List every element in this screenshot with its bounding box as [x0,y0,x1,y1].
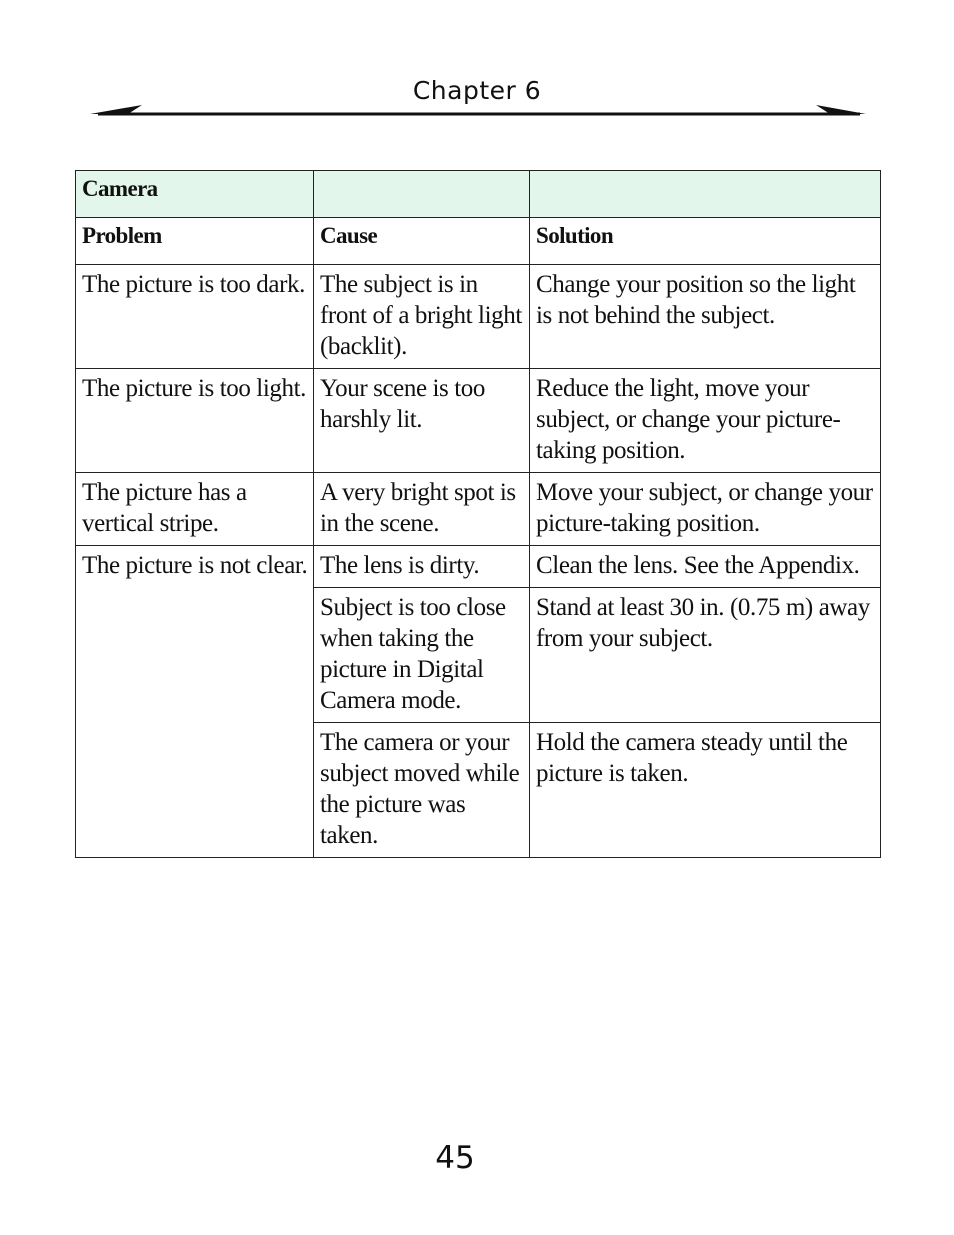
section-row [76,171,881,218]
table-row [76,369,881,473]
cause-cell: Your scene is too harshly lit. [314,369,530,473]
column-header-problem: Problem [76,218,314,265]
section-empty-cell [314,171,530,218]
cause-cell: The lens is dirty. [314,546,530,588]
solution-cell: Change your position so the light is not behind the subject. [530,265,881,369]
cause-cell: Subject is too close when taking the picture in Digital Camera mode. [314,588,530,723]
chapter-title: Chapter 6 [412,76,542,105]
column-header-cause: Cause [314,218,530,265]
solution-cell: Move your subject, or change your picture-taking position. [530,473,881,546]
problem-cell: The picture has a vertical stripe. [76,473,314,546]
solution-cell: Stand at least 30 in. (0.75 m) away from your subject. [530,588,881,723]
troubleshooting-table [75,170,881,858]
column-header-row [76,218,881,265]
solution-cell: Hold the camera steady until the picture is taken. [530,723,881,858]
solution-cell: Clean the lens. See the Appendix. [530,546,881,588]
page-number: 45 [435,1140,475,1176]
section-empty-cell [530,171,881,218]
problem-cell: The picture is too light. [76,369,314,473]
table-row [76,473,881,546]
table-row [76,265,881,369]
header-divider [88,100,868,120]
section-label: Camera [76,171,314,218]
column-header-solution: Solution [530,218,881,265]
cause-cell: The subject is in front of a bright light (backlit). [314,265,530,369]
cause-cell: The camera or your subject moved while the picture was taken. [314,723,530,858]
problem-cell: The picture is not clear. [76,546,314,858]
table-row [76,546,881,588]
cause-cell: A very bright spot is in the scene. [314,473,530,546]
solution-cell: Reduce the light, move your subject, or change your picture-taking position. [530,369,881,473]
problem-cell: The picture is too dark. [76,265,314,369]
